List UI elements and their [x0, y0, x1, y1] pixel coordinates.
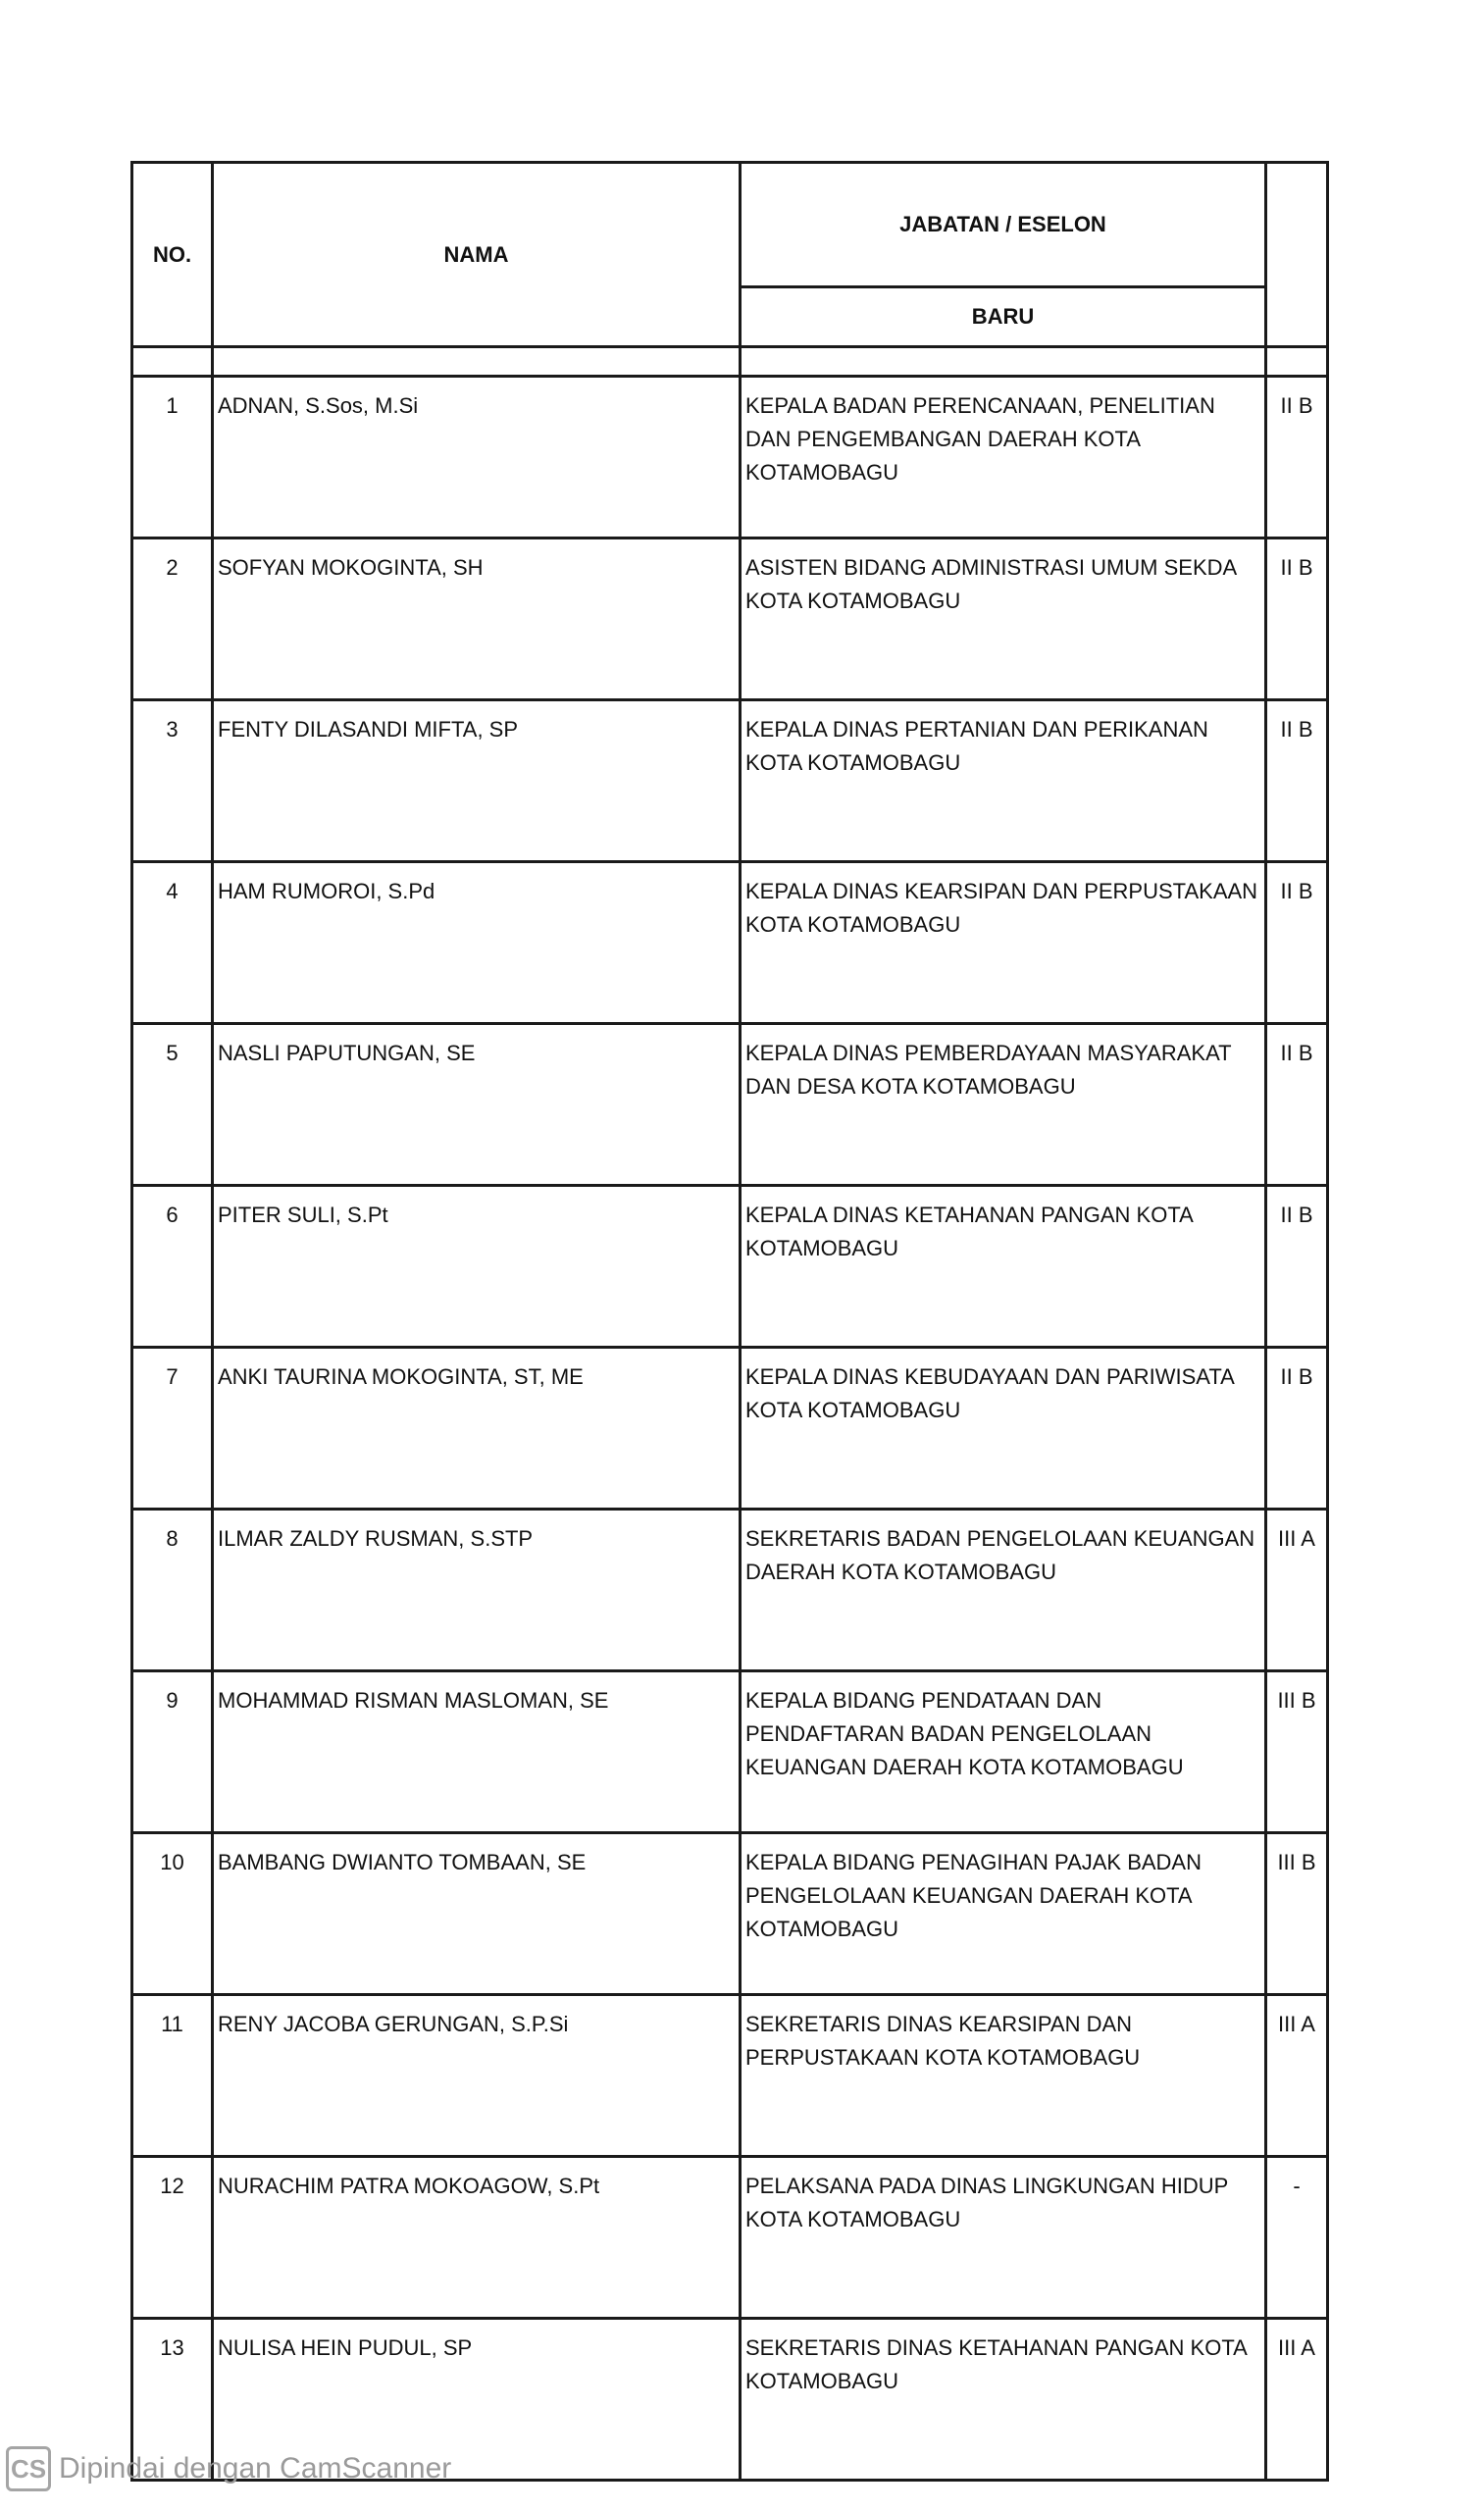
row-jabatan: KEPALA BIDANG PENDATAAN DAN PENDAFTARAN BADAN PENGELOLAAN KEUANGAN DAERAH KOTA KOTAMOBAGU: [741, 1671, 1266, 1833]
row-nama: NASLI PAPUTUNGAN, SE: [213, 1024, 741, 1186]
row-eselon: III A: [1266, 2319, 1328, 2481]
row-nama: PITER SULI, S.Pt: [213, 1186, 741, 1348]
row-jabatan: SEKRETARIS BADAN PENGELOLAAN KEUANGAN DAERAH KOTA KOTAMOBAGU: [741, 1510, 1266, 1671]
row-jabatan: KEPALA DINAS KETAHANAN PANGAN KOTA KOTAMOBAGU: [741, 1186, 1266, 1348]
row-jabatan: KEPALA DINAS PERTANIAN DAN PERIKANAN KOTA KOTAMOBAGU: [741, 700, 1266, 862]
table-row: [132, 700, 1328, 862]
row-no: 6: [132, 1186, 213, 1348]
table-row: [132, 1024, 1328, 1186]
row-no: 11: [132, 1995, 213, 2157]
row-nama: FENTY DILASANDI MIFTA, SP: [213, 700, 741, 862]
row-eselon: III B: [1266, 1671, 1328, 1833]
personnel-table: [130, 161, 1329, 2482]
spacer-row: [132, 347, 1328, 377]
table-row: [132, 862, 1328, 1024]
table-row: [132, 1510, 1328, 1671]
header-no: NO.: [132, 163, 213, 347]
header-eselon-blank: [1266, 163, 1328, 347]
row-nama: ADNAN, S.Sos, M.Si: [213, 377, 741, 538]
header-row-top: [132, 163, 1328, 287]
header-baru: BARU: [741, 287, 1266, 347]
header-nama: NAMA: [213, 163, 741, 347]
row-eselon: II B: [1266, 377, 1328, 538]
table-row: [132, 1833, 1328, 1995]
row-jabatan: KEPALA BIDANG PENAGIHAN PAJAK BADAN PENGELOLAAN KEUANGAN DAERAH KOTA KOTAMOBAGU: [741, 1833, 1266, 1995]
row-eselon: II B: [1266, 1024, 1328, 1186]
row-eselon: II B: [1266, 1348, 1328, 1510]
row-nama: BAMBANG DWIANTO TOMBAAN, SE: [213, 1833, 741, 1995]
row-jabatan: ASISTEN BIDANG ADMINISTRASI UMUM SEKDA KOTA KOTAMOBAGU: [741, 538, 1266, 700]
row-jabatan: KEPALA DINAS PEMBERDAYAAN MASYARAKAT DAN DESA KOTA KOTAMOBAGU: [741, 1024, 1266, 1186]
row-eselon: II B: [1266, 1186, 1328, 1348]
table-row: [132, 2157, 1328, 2319]
camscanner-logo-icon: CS: [6, 2446, 51, 2491]
table-row: [132, 1348, 1328, 1510]
table-row: [132, 377, 1328, 538]
row-no: 10: [132, 1833, 213, 1995]
row-jabatan: KEPALA DINAS KEARSIPAN DAN PERPUSTAKAAN KOTA KOTAMOBAGU: [741, 862, 1266, 1024]
row-nama: MOHAMMAD RISMAN MASLOMAN, SE: [213, 1671, 741, 1833]
row-eselon: II B: [1266, 538, 1328, 700]
row-no: 2: [132, 538, 213, 700]
row-eselon: III A: [1266, 1995, 1328, 2157]
table-row: [132, 1995, 1328, 2157]
row-nama: RENY JACOBA GERUNGAN, S.P.Si: [213, 1995, 741, 2157]
row-jabatan: PELAKSANA PADA DINAS LINGKUNGAN HIDUP KOTA KOTAMOBAGU: [741, 2157, 1266, 2319]
row-no: 5: [132, 1024, 213, 1186]
row-eselon: II B: [1266, 700, 1328, 862]
row-no: 3: [132, 700, 213, 862]
table-row: [132, 1186, 1328, 1348]
row-nama: ANKI TAURINA MOKOGINTA, ST, ME: [213, 1348, 741, 1510]
row-jabatan: SEKRETARIS DINAS KETAHANAN PANGAN KOTA KOTAMOBAGU: [741, 2319, 1266, 2481]
row-nama: NURACHIM PATRA MOKOAGOW, S.Pt: [213, 2157, 741, 2319]
row-nama: ILMAR ZALDY RUSMAN, S.STP: [213, 1510, 741, 1671]
row-eselon: III B: [1266, 1833, 1328, 1995]
camscanner-watermark: [6, 2446, 451, 2491]
row-nama: NULISA HEIN PUDUL, SP: [213, 2319, 741, 2481]
row-no: 13: [132, 2319, 213, 2481]
row-eselon: -: [1266, 2157, 1328, 2319]
row-no: 7: [132, 1348, 213, 1510]
header-jabatan-eselon: JABATAN / ESELON: [741, 163, 1266, 287]
row-jabatan: KEPALA DINAS KEBUDAYAAN DAN PARIWISATA KOTA KOTAMOBAGU: [741, 1348, 1266, 1510]
table-row: [132, 538, 1328, 700]
row-eselon: II B: [1266, 862, 1328, 1024]
row-no: 12: [132, 2157, 213, 2319]
watermark-text: Dipindai dengan CamScanner: [59, 2452, 452, 2485]
row-no: 1: [132, 377, 213, 538]
row-no: 8: [132, 1510, 213, 1671]
row-no: 9: [132, 1671, 213, 1833]
row-nama: SOFYAN MOKOGINTA, SH: [213, 538, 741, 700]
row-jabatan: KEPALA BADAN PERENCANAAN, PENELITIAN DAN PENGEMBANGAN DAERAH KOTA KOTAMOBAGU: [741, 377, 1266, 538]
row-jabatan: SEKRETARIS DINAS KEARSIPAN DAN PERPUSTAKAAN KOTA KOTAMOBAGU: [741, 1995, 1266, 2157]
row-no: 4: [132, 862, 213, 1024]
table-row: [132, 1671, 1328, 1833]
row-eselon: III A: [1266, 1510, 1328, 1671]
row-nama: HAM RUMOROI, S.Pd: [213, 862, 741, 1024]
